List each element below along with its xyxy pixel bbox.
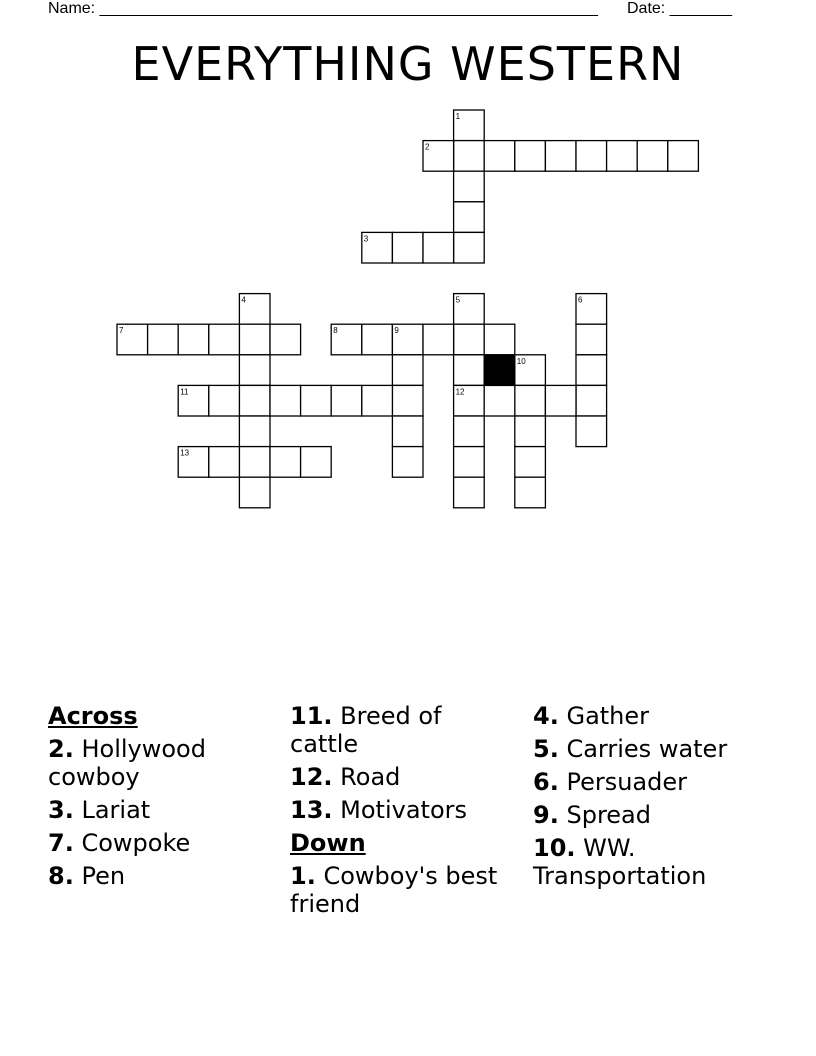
clue-down-10	[533, 834, 793, 890]
grid-cell[interactable]	[576, 416, 607, 447]
grid-cell[interactable]	[668, 141, 699, 172]
clue-text: Hollywood cowboy	[48, 735, 206, 791]
grid-cell[interactable]	[270, 447, 301, 478]
grid-cell[interactable]	[209, 385, 240, 416]
clue-number: 3.	[48, 796, 74, 824]
cell-number-5: 5	[455, 295, 461, 305]
grid-cell[interactable]	[484, 141, 515, 172]
grid-cell[interactable]	[270, 324, 301, 355]
grid-cell[interactable]	[454, 202, 485, 233]
cell-number-12: 12	[455, 387, 465, 397]
grid-cell[interactable]	[209, 324, 240, 355]
grid-cell[interactable]	[209, 447, 240, 478]
grid-cell[interactable]	[454, 324, 485, 355]
grid-cell[interactable]	[362, 232, 393, 263]
clue-number: 2.	[48, 735, 74, 763]
clue-across-12	[290, 763, 510, 791]
grid-cell[interactable]	[392, 324, 423, 355]
clue-number: 8.	[48, 862, 74, 890]
clue-across-11	[290, 702, 510, 758]
clue-text: Lariat	[81, 796, 151, 824]
grid-cell[interactable]	[423, 324, 454, 355]
clue-number: 13.	[290, 796, 333, 824]
grid-cell-black	[484, 355, 515, 386]
grid-cell[interactable]	[454, 385, 485, 416]
grid-cell[interactable]	[239, 294, 270, 325]
clue-text: WW. Transportation	[533, 834, 707, 890]
clue-down-6	[533, 768, 793, 796]
down-heading: Down	[290, 829, 366, 857]
clue-number: 6.	[533, 768, 559, 796]
grid-cell[interactable]	[454, 416, 485, 447]
grid-cell[interactable]	[178, 324, 209, 355]
clue-text: Cowpoke	[81, 829, 191, 857]
grid-cell[interactable]	[576, 324, 607, 355]
grid-cell[interactable]	[637, 141, 668, 172]
grid-cell[interactable]	[576, 141, 607, 172]
clue-across-13	[290, 796, 510, 824]
cell-number-8: 8	[333, 326, 338, 336]
clue-text: Carries water	[566, 735, 728, 763]
clue-number: 1.	[290, 862, 316, 890]
clue-number: 12.	[290, 763, 333, 791]
grid-cell[interactable]	[515, 141, 546, 172]
clue-number: 5.	[533, 735, 559, 763]
clue-column-1	[48, 702, 268, 895]
grid-cell[interactable]	[515, 416, 546, 447]
grid-cell[interactable]	[392, 447, 423, 478]
cell-number-3: 3	[363, 234, 369, 244]
cell-number-10: 10	[516, 356, 526, 366]
grid-cell[interactable]	[239, 324, 270, 355]
clue-text: Pen	[81, 862, 126, 890]
grid-cell[interactable]	[607, 141, 638, 172]
clue-across-2	[48, 735, 268, 791]
clue-number: 9.	[533, 801, 559, 829]
grid-cell[interactable]	[239, 447, 270, 478]
cell-number-9: 9	[394, 326, 399, 336]
clue-across-7	[48, 829, 268, 857]
grid-cell[interactable]	[178, 447, 209, 478]
grid-cell[interactable]	[515, 477, 546, 508]
cell-number-13: 13	[180, 448, 190, 458]
clue-down-4	[533, 702, 793, 730]
clue-text: Motivators	[340, 796, 467, 824]
grid-cell[interactable]	[301, 385, 332, 416]
grid-cell[interactable]	[301, 447, 332, 478]
grid-cell[interactable]	[362, 385, 393, 416]
grid-cell[interactable]	[392, 416, 423, 447]
clue-column-3	[533, 702, 793, 895]
grid-cell[interactable]	[392, 355, 423, 386]
grid-cell[interactable]	[515, 447, 546, 478]
grid-cell[interactable]	[454, 232, 485, 263]
grid-cell[interactable]	[545, 385, 576, 416]
grid-cell[interactable]	[331, 324, 362, 355]
grid-cell[interactable]	[117, 324, 148, 355]
clue-across-3	[48, 796, 268, 824]
grid-cell[interactable]	[270, 385, 301, 416]
cell-number-6: 6	[578, 295, 583, 305]
clue-text: Gather	[566, 702, 650, 730]
grid-cell[interactable]	[148, 324, 179, 355]
grid-cell[interactable]	[515, 385, 546, 416]
grid-cell[interactable]	[454, 294, 485, 325]
cell-number-11: 11	[180, 387, 189, 397]
grid-cell[interactable]	[576, 294, 607, 325]
clue-number: 11.	[290, 702, 333, 730]
grid-cell[interactable]	[454, 355, 485, 386]
grid-cell[interactable]	[392, 385, 423, 416]
grid-cell[interactable]	[239, 477, 270, 508]
cell-number-1: 1	[455, 112, 461, 121]
grid-cell[interactable]	[454, 447, 485, 478]
grid-cell[interactable]	[484, 324, 515, 355]
grid-cell[interactable]	[515, 355, 546, 386]
grid-cell[interactable]	[423, 141, 454, 172]
grid-cell[interactable]	[423, 232, 454, 263]
grid-cell[interactable]	[239, 355, 270, 386]
clue-text: Persuader	[566, 768, 688, 796]
cell-number-7: 7	[119, 326, 124, 336]
clue-across-8	[48, 862, 268, 890]
clue-down-1	[290, 862, 510, 918]
grid-cell[interactable]	[362, 324, 393, 355]
grid-cell[interactable]	[545, 141, 576, 172]
grid-cell[interactable]	[576, 355, 607, 386]
clue-number: 10.	[533, 834, 576, 862]
across-heading: Across	[48, 702, 138, 730]
cell-number-4: 4	[241, 295, 246, 305]
clue-down-9	[533, 801, 793, 829]
clue-text: Breed of cattle	[290, 702, 442, 758]
clue-text: Road	[340, 763, 401, 791]
grid-cell[interactable]	[454, 110, 485, 141]
date-field-line: Date: _______	[627, 0, 732, 17]
grid-cell[interactable]	[392, 232, 423, 263]
clue-text: Cowboy's best friend	[290, 862, 498, 918]
grid-cell[interactable]	[178, 385, 209, 416]
clue-column-2	[290, 702, 510, 923]
clue-down-5	[533, 735, 793, 763]
grid-cell[interactable]	[484, 385, 515, 416]
grid-cell[interactable]	[331, 385, 362, 416]
clue-number: 4.	[533, 702, 559, 730]
grid-cell[interactable]	[454, 477, 485, 508]
puzzle-title: EVERYTHING WESTERN	[131, 37, 685, 91]
clue-number: 7.	[48, 829, 74, 857]
grid-cell[interactable]	[239, 416, 270, 447]
grid-cell[interactable]	[454, 171, 485, 202]
grid-cell[interactable]	[454, 141, 485, 172]
grid-cell[interactable]	[576, 385, 607, 416]
grid-cell[interactable]	[239, 385, 270, 416]
name-field-line: Name: ________________________________________________________	[48, 0, 598, 17]
cell-number-2: 2	[425, 142, 430, 152]
clue-text: Spread	[566, 801, 651, 829]
